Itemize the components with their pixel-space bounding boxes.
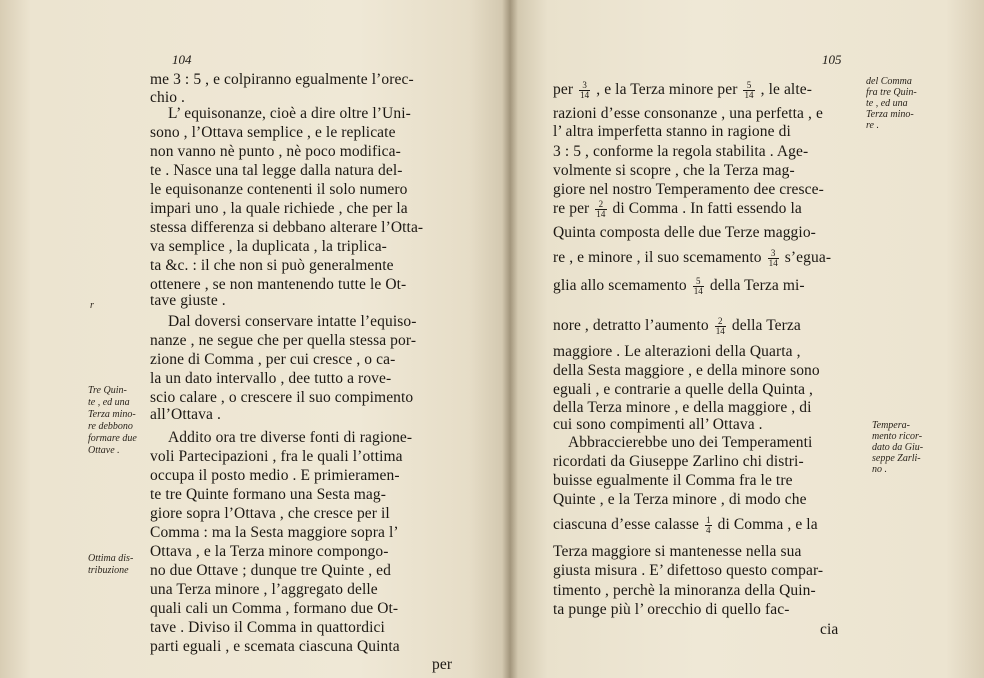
- text-run: cia: [820, 621, 839, 638]
- text-run: re , e minore , il suo scemamento: [553, 249, 766, 266]
- margin-note-line: fra tre Quin-: [866, 87, 917, 98]
- fraction: [579, 81, 590, 100]
- text-run: della Terza: [727, 317, 801, 334]
- text-line: per: [432, 656, 453, 673]
- text-run: , e la Terza minore per: [592, 81, 742, 98]
- text-line: non vanno nè punto , nè poco modifica-: [150, 143, 401, 160]
- text-line: le equisonanze contenenti il solo numero: [150, 181, 408, 198]
- text-line: L’ equisonanze, cioè a dire oltre l’Uni-: [168, 105, 411, 122]
- text-line: me 3 : 5 , e colpiranno egualmente l’orec-: [150, 71, 414, 88]
- margin-note-line: del Comma: [866, 76, 912, 87]
- text-line: parti eguali , e scemata ciascuna Quinta: [150, 638, 400, 655]
- fraction-numerator: 1: [706, 514, 711, 525]
- margin-note-line: re .: [866, 120, 879, 131]
- text-line: sono , l’Ottava semplice , e le replicate: [150, 124, 396, 141]
- text-line: [568, 433, 812, 452]
- text-line: [553, 380, 813, 399]
- text-run: giusta misura . E’ difettoso questo compar-: [553, 562, 824, 579]
- text-line: [553, 104, 823, 123]
- text-run: della Terza mi-: [705, 277, 805, 294]
- text-line: [553, 276, 805, 296]
- left-page-number: 104: [172, 52, 192, 67]
- text-run: ricordati da Giuseppe Zarlino chi distri-: [553, 453, 804, 470]
- text-run: per: [553, 81, 578, 98]
- margin-note-line: Ottave .: [88, 445, 120, 456]
- text-line: [553, 161, 795, 180]
- text-line: va semplice , la duplicata , la triplica-: [150, 238, 387, 255]
- text-run: l’ altra imperfetta stanno in ragione di: [553, 123, 791, 140]
- fraction: [715, 317, 726, 336]
- margin-note-line: no .: [872, 464, 887, 475]
- margin-note-line: formare due: [88, 433, 137, 444]
- text-run: nore , detratto l’aumento: [553, 317, 713, 334]
- fraction-numerator: 2: [595, 200, 606, 210]
- text-line: ottenere , se non mantenendo tutte le Ot-: [150, 276, 407, 293]
- text-line: [553, 342, 801, 361]
- right-page: [510, 0, 984, 678]
- text-line: impari uno , la quale richiede , che per la: [150, 200, 408, 217]
- text-line: te . Nasce una tal legge dalla natura del-: [150, 162, 403, 179]
- text-line: zione di Comma , per cui cresce , o ca-: [150, 351, 396, 368]
- text-line: una Terza minore , l’aggregato delle: [150, 581, 378, 598]
- fraction-numerator: 3: [579, 81, 590, 91]
- text-run: volmente si scopre , che la Terza mag-: [553, 162, 795, 179]
- text-run: eguali , e contrarie a quelle della Quinta ,: [553, 381, 814, 398]
- fraction-denominator: 14: [596, 208, 606, 219]
- text-run: della Sesta maggiore , e della minore sono: [553, 362, 820, 379]
- text-run: di Comma , e la: [713, 516, 818, 533]
- fraction-denominator: 4: [706, 524, 711, 535]
- text-run: razioni d’esse consonanze , una perfetta , e: [553, 105, 823, 122]
- text-run: Quinte , e la Terza minore , di modo che: [553, 491, 807, 508]
- margin-note-line: Terza mino-: [866, 109, 914, 120]
- margin-note-line: Terza mino-: [88, 409, 136, 420]
- fraction-numerator: 5: [743, 81, 754, 91]
- text-run: ta punge più l’ orecchio di quello fac-: [553, 601, 790, 618]
- right-page-number: 105: [822, 52, 842, 67]
- text-line: [553, 515, 818, 535]
- text-run: , le alte-: [756, 81, 812, 98]
- margin-note-line: re debbono: [88, 421, 133, 432]
- fraction-denominator: 14: [580, 89, 590, 100]
- fraction-numerator: 5: [693, 277, 704, 287]
- fraction: [693, 277, 704, 296]
- text-run: 3 : 5 , conforme la regola stabilita . Age-: [553, 143, 809, 160]
- text-line: [553, 248, 831, 268]
- book-gutter: [502, 0, 518, 678]
- text-line: [553, 600, 789, 619]
- text-line: [553, 180, 824, 199]
- margin-note-line: Ottima dis-: [88, 553, 134, 564]
- text-run: Terza maggiore si mantenesse nella sua: [553, 543, 802, 560]
- text-run: Abbraccierebbe uno dei Temperamenti: [568, 434, 813, 451]
- text-line: [553, 452, 804, 471]
- text-line: no due Ottave ; dunque tre Quinte , ed: [150, 562, 391, 579]
- text-line: stessa differenza si debbano alterare l’Otta-: [150, 219, 424, 236]
- margin-note-line: tribuzione: [88, 565, 129, 576]
- margin-note-line: Tre Quin-: [88, 385, 127, 396]
- margin-note-line: Tempera-: [872, 420, 910, 431]
- text-line: [553, 199, 802, 219]
- text-run: di Comma . In fatti essendo la: [608, 200, 802, 217]
- text-line: [553, 122, 791, 141]
- fraction-denominator: 14: [768, 257, 778, 268]
- text-line: quali cali un Comma , formano due Ot-: [150, 600, 399, 617]
- text-run: della Terza minore , e della maggiore , di: [553, 399, 812, 416]
- text-line: [553, 316, 801, 336]
- fraction-numerator: 3: [768, 249, 779, 259]
- text-run: timento , perchè la minoranza della Quin-: [553, 582, 816, 599]
- text-line: [553, 581, 816, 600]
- text-line: Comma : ma la Sesta maggiore sopra l’: [150, 524, 399, 541]
- text-line: [553, 561, 823, 580]
- text-line: [553, 223, 816, 242]
- text-line: Addito ora tre diverse fonti di ragione-: [168, 429, 413, 446]
- text-line: ta &c. : il che non si può generalmente: [150, 257, 394, 274]
- fraction: [743, 81, 754, 100]
- fraction: [768, 249, 779, 268]
- fraction: [595, 200, 606, 219]
- fraction-numerator: 2: [715, 317, 726, 327]
- text-line: [553, 142, 808, 161]
- text-line: all’Ottava .: [150, 406, 221, 423]
- text-run: buisse egualmente il Comma fra le tre: [553, 472, 793, 489]
- text-run: cui sono compimenti all’ Ottava .: [553, 416, 763, 433]
- text-line: scio calare , o crescere il suo compimento: [150, 389, 414, 406]
- text-run: ciascuna d’esse calasse: [553, 516, 704, 533]
- text-line: giore sopra l’Ottava , che cresce per il: [150, 505, 390, 522]
- margin-note-line: seppe Zarli-: [872, 453, 921, 464]
- fraction: [705, 516, 712, 535]
- text-line: [553, 471, 793, 490]
- text-line: te tre Quinte formano una Sesta mag-: [150, 486, 387, 503]
- text-line: [820, 620, 838, 639]
- fraction-denominator: 14: [693, 285, 703, 296]
- text-run: re per: [553, 200, 594, 217]
- margin-note-line: r: [90, 300, 94, 311]
- text-line: [553, 415, 763, 434]
- margin-note-line: te , ed una: [88, 397, 130, 408]
- margin-note-line: dato da Giu-: [872, 442, 924, 453]
- text-line: la un dato intervallo , dee tutto a rove-: [150, 370, 392, 387]
- text-line: nanze , ne segue che per quella stessa por-: [150, 332, 417, 349]
- text-line: occupa il posto medio . E primieramen-: [150, 467, 400, 484]
- text-run: giore nel nostro Temperamento dee cresce-: [553, 181, 824, 198]
- margin-note-line: te , ed una: [866, 98, 908, 109]
- text-line: voli Partecipazioni , fra le quali l’ottima: [150, 448, 403, 465]
- text-line: tave . Diviso il Comma in quattordici: [150, 619, 385, 636]
- text-line: [553, 542, 801, 561]
- text-line: [553, 80, 812, 100]
- text-line: tave giuste .: [150, 292, 226, 309]
- text-run: glia allo scemamento: [553, 277, 691, 294]
- fraction-denominator: 14: [744, 89, 754, 100]
- text-line: Ottava , e la Terza minore compongo-: [150, 543, 389, 560]
- text-line: Dal doversi conservare intatte l’equiso-: [168, 313, 417, 330]
- text-run: Quinta composta delle due Terze maggio-: [553, 224, 816, 241]
- text-line: chio .: [150, 89, 186, 106]
- text-run: s’egua-: [780, 249, 832, 266]
- text-line: [553, 361, 820, 380]
- margin-note-line: mento ricor-: [872, 431, 923, 442]
- text-run: maggiore . Le alterazioni della Quarta ,: [553, 343, 801, 360]
- fraction-denominator: 14: [715, 325, 725, 336]
- text-line: [553, 490, 807, 509]
